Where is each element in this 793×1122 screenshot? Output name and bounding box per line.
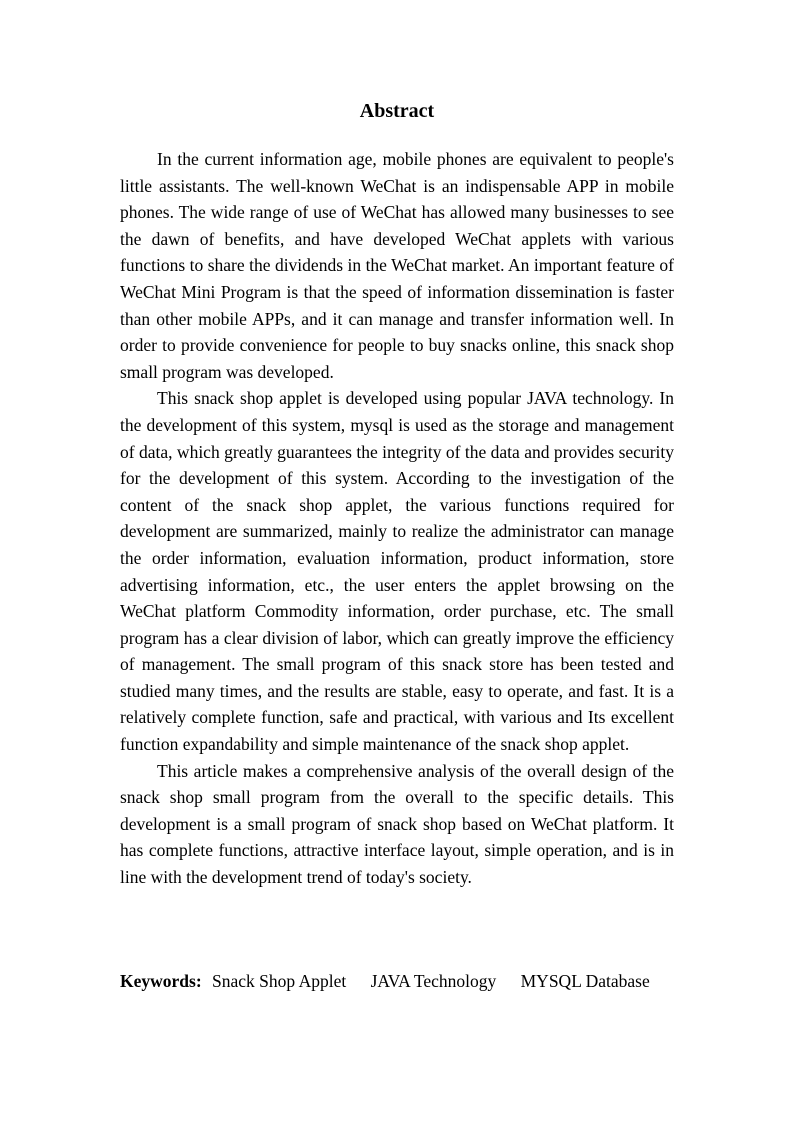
keywords-line (120, 968, 680, 994)
keywords-label: Keywords: (120, 971, 202, 991)
abstract-body (120, 146, 674, 891)
abstract-paragraph-3: This article makes a comprehensive analysis of the overall design of the snack shop small program from the overall to the specific details. This development is a small program of snack shop based on WeChat platform. It has complete functions, attractive interface layout, simple operation, and is in line with the development trend of today's society. (120, 760, 674, 888)
keyword-item: JAVA Technology (370, 971, 497, 991)
abstract-title: Abstract (359, 100, 435, 122)
abstract-paragraph-2: This snack shop applet is developed using popular JAVA technology. In the development of this system, mysql is used as the storage and management of data, which greatly guarantees the integrity of the data and provides security for the development of this system. According to the investigation of the content of the snack shop applet, the various functions required for development are summarized, mainly to realize the administrator can manage the order information, evaluation information, product information, store advertising information, etc., the user enters the applet browsing on the WeChat platform Commodity information, order purchase, etc. The small program has a clear division of labor, which can greatly improve the efficiency of management. The small program of this snack store has been tested and studied many times, and the results are stable, easy to operate, and fast. It is a relatively complete function, safe and practical, with various and Its excellent function expandability and simple maintenance of the snack shop applet. (120, 388, 674, 755)
keyword-item: Snack Shop Applet (212, 971, 347, 991)
keyword-item: MYSQL Database (520, 971, 650, 991)
abstract-paragraph-1: In the current information age, mobile phones are equivalent to people's little assistants. The well-known WeChat is an indispensable APP in mobile phones. The wide range of use of WeChat has allowed many businesses to see the dawn of benefits, and have developed WeChat applets with various functions to share the dividends in the WeChat market. An important feature of WeChat Mini Program is that the speed of information dissemination is faster than other mobile APPs, and it can manage and transfer information well. In order to provide convenience for people to buy snacks online, this snack shop small program was developed. (120, 149, 674, 382)
